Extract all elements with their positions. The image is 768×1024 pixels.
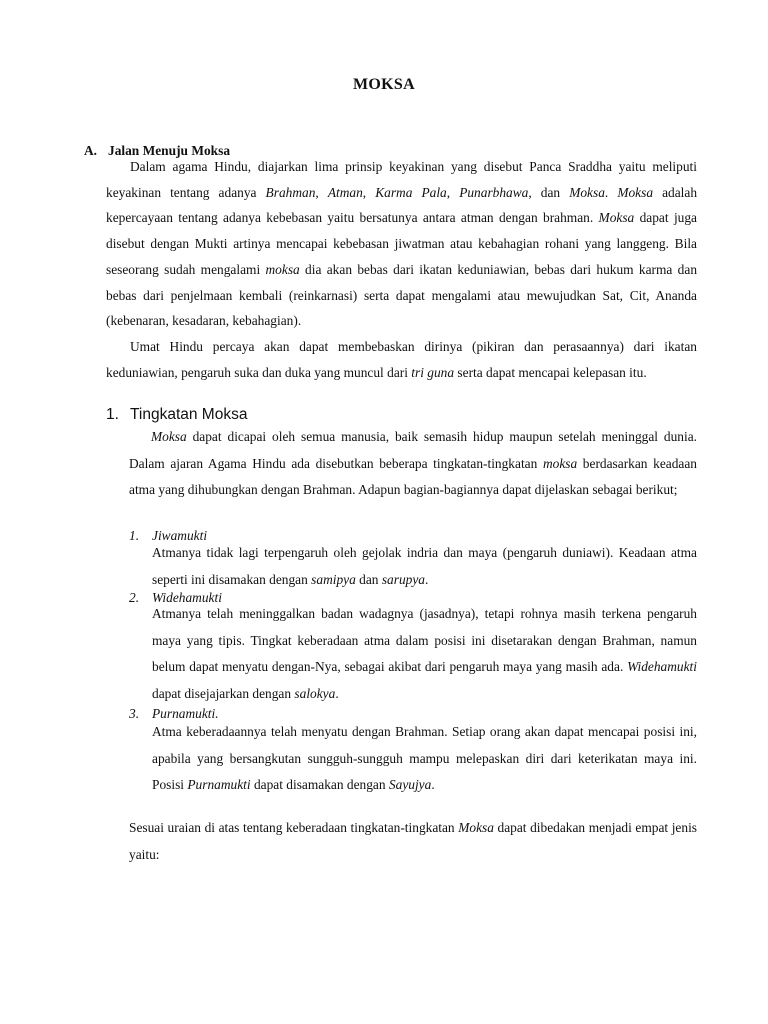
list-item-heading: 2. Widehamukti [129, 590, 222, 605]
heading-text: Tingkatan Moksa [130, 406, 248, 423]
paragraph-umat-hindu: Umat Hindu percaya akan dapat membebaskan dirinya (pikiran dan perasaannya) dari ikatan keduniawian, pengaruh suka dan duka yang muncul dari tri guna serta dapat mencapai kelepasan itu. [106, 339, 697, 380]
section-a-title: Jalan Menuju Moksa [108, 143, 231, 158]
list-item-heading: 3. Purnamukti. [129, 706, 219, 721]
heading-number: 1. [106, 406, 119, 423]
paragraph-panca-sraddha: Dalam agama Hindu, diajarkan lima prinsip keyakinan yang disebut Panca Sraddha yaitu meliputi keyakinan tentang adanya Brahman, Atman, Karma Pala, Punarbhawa, dan Moksa. Moksa adalah kepercayaan tentang adanya kebebasan yaitu bersatunya antara atman dengan brahman. Moksa dapat juga disebut dengan Mukti artinya mencapai kebebasan jiwatman atau kebahagian rohani yang langgeng. Bila seseorang sudah mengalami moksa dia akan bebas dari ikatan keduniawian, bebas dari hukum karma dan bebas dari penjelmaan kembali (reinkarnasi) serta dapat mengalami atau mewujudkan Sat, Cit, Ananda (kebenaran, kesadaran, kebahagian). [106, 159, 698, 329]
paragraph-empat-jenis: Sesuai uraian di atas tentang keberadaan tingkatan-tingkatan Moksa dapat dibedakan menjadi empat jenis yaitu: [129, 820, 697, 862]
list-item-body: Atmanya telah meninggalkan badan wadagnya (jasadnya), tetapi rohnya masih terkena pengaruh maya yang tipis. Tingkat keberadaan atma dalam posisi ini disetarakan dengan Brahman, namun belum dapat menyatu dengan-Nya, sebagai akibat dari pengaruh maya yang masih ada. Widehamukti dapat disejajarkan dengan salokya. [152, 606, 697, 701]
paragraph-tingkatan-intro: Moksa dapat dicapai oleh semua manusia, baik semasih hidup maupun setelah meninggal dunia. Dalam ajaran Agama Hindu ada disebutkan beberapa tingkatan-tingkatan moksa berdasarkan keadaan atma yang dihubungkan dengan Brahman. Adapun bagian-bagiannya dapat dijelaskan sebagai berikut; [129, 429, 697, 497]
heading-tingkatan-moksa [106, 406, 247, 424]
list-item-body: Atmanya tidak lagi terpengaruh oleh gejolak indria dan maya (pengaruh duniawi). Keadaan atma seperti ini disamakan dengan samipya dan sarupya. [152, 545, 697, 587]
page-title: MOKSA [353, 76, 415, 93]
list-item-body: Atma keberadaannya telah menyatu dengan Brahman. Setiap orang akan dapat mencapai posisi ini, apabila yang bersangkutan sungguh-sungguh mampu melepaskan diri dari keterikatan maya ini. Posisi Purnamukti dapat disamakan dengan Sayujya. [152, 724, 697, 793]
list-item-heading: 1. Jiwamukti [129, 528, 208, 543]
section-a-number: A. [84, 143, 98, 158]
